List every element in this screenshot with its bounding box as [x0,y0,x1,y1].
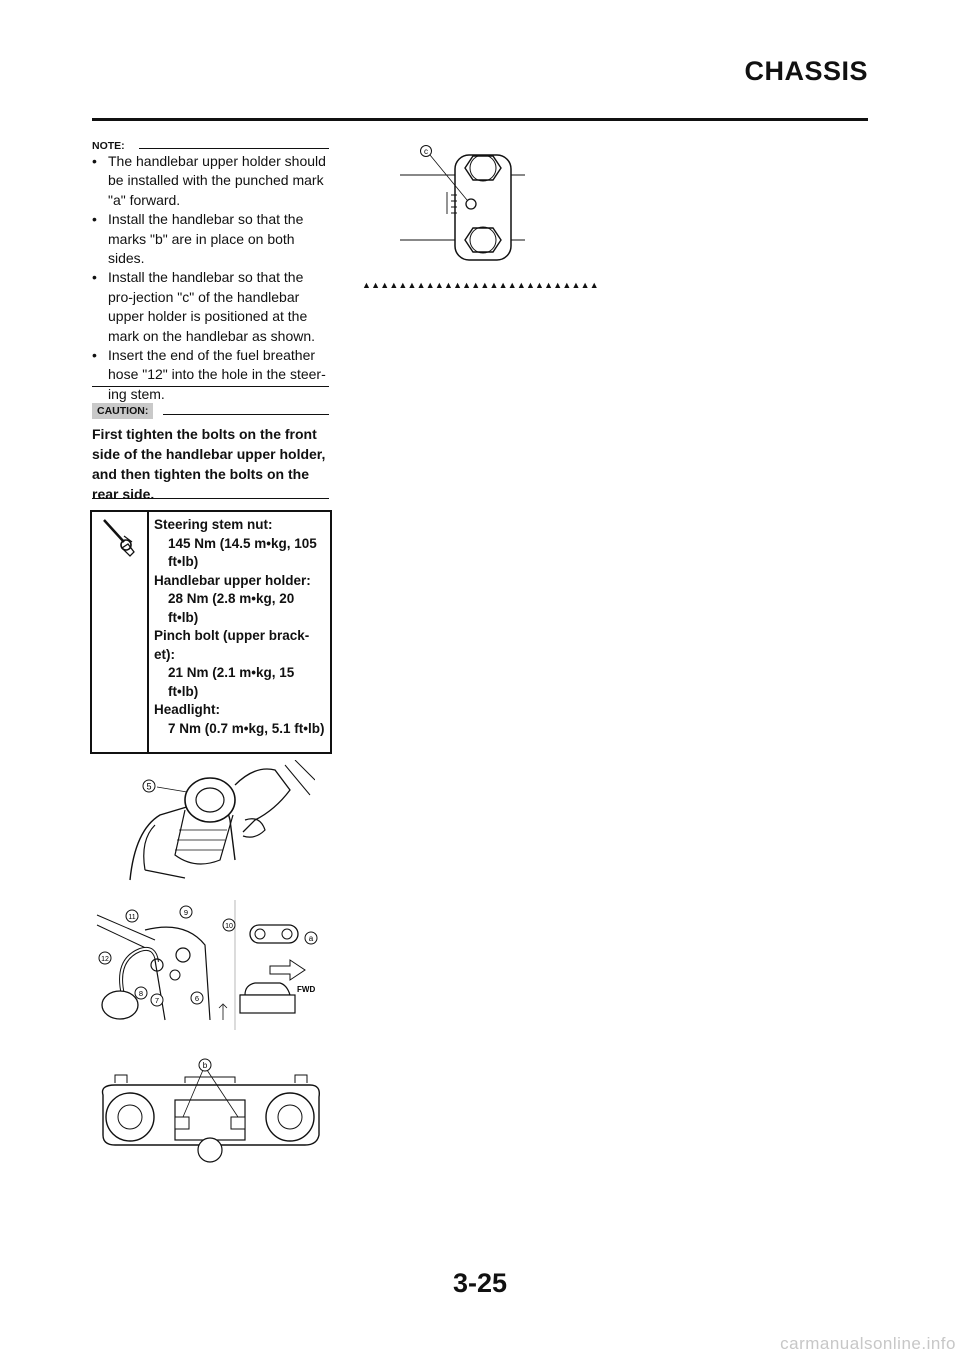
page-number: 3-25 [452,1268,508,1298]
torque-item [154,701,326,738]
torque-spec-box [90,510,332,754]
callout-10: 10 [225,923,233,930]
torque-item [154,516,326,572]
callout-8: 8 [138,989,144,998]
header-rule [92,118,868,121]
torque-wrench-icon [92,512,147,572]
note-item: • Insert the end of the fuel breather hose "12" into the hole in the steer-ing stem. [92,346,329,404]
torque-item-name: Headlight: [154,702,220,717]
note-rule [139,148,329,149]
torque-item-name: Steering stem nut: [154,517,273,532]
note-list [92,152,329,404]
page-title: CHASSIS [744,56,868,86]
figure-steering-stem [115,760,315,890]
callout-12: 12 [101,956,109,963]
caution-header [92,402,329,420]
torque-item-value: 28 Nm (2.8 m•kg, 20 ft•lb) [168,591,295,625]
fwd-arrow-label: FWD [297,985,316,994]
torque-item [154,572,326,628]
note-item: • Install the handlebar so that the pro-jection "c" of the handlebar upper holder is positioned at the mark on the handlebar as shown. [92,268,329,346]
caution-label: CAUTION: [92,403,153,419]
figure-handlebar-mark [395,140,535,270]
torque-icon-cell [92,512,149,752]
callout-7: 7 [154,996,160,1005]
torque-item-value: 7 Nm (0.7 m•kg, 5.1 ft•lb) [168,720,325,736]
section-end-marker: ▲▲▲▲▲▲▲▲▲▲▲▲▲▲▲▲▲▲▲▲▲▲▲▲▲▲ [362,280,599,290]
torque-item-name: Handlebar upper holder: [154,572,311,588]
watermark: carmanualsonline.info [780,1334,956,1353]
note-item: • The handlebar upper holder should be installed with the punched mark "a" forward. [92,152,329,210]
torque-item-value: 145 Nm (14.5 m•kg, 105 ft•lb) [168,535,317,569]
caution-text: First tighten the bolts on the front side of the handlebar upper holder, and then tighten the bolts on the rear side. [92,426,326,502]
torque-spec-list [149,512,330,752]
callout-11: 11 [128,914,136,921]
caution-end-rule [92,498,329,499]
figure-handlebar-holder [95,900,325,1030]
torque-item-value: 21 Nm (2.1 m•kg, 15 ft•lb) [168,665,295,699]
note-end-rule [92,386,329,387]
callout-c: c [424,147,428,156]
callout-5: 5 [146,781,152,792]
callout-9: 9 [183,908,189,917]
torque-item-name: Pinch bolt (upper brack-et): [154,628,310,662]
note-item: • Install the handlebar so that the marks "b" are in place on both sides. [92,210,329,268]
torque-item [154,627,326,701]
figure-upper-bracket [95,1055,325,1165]
callout-6: 6 [194,994,200,1003]
note-label: NOTE: [92,140,125,152]
caution-rule [163,414,329,415]
callout-a: a [308,934,314,943]
callout-b: b [202,1061,208,1070]
